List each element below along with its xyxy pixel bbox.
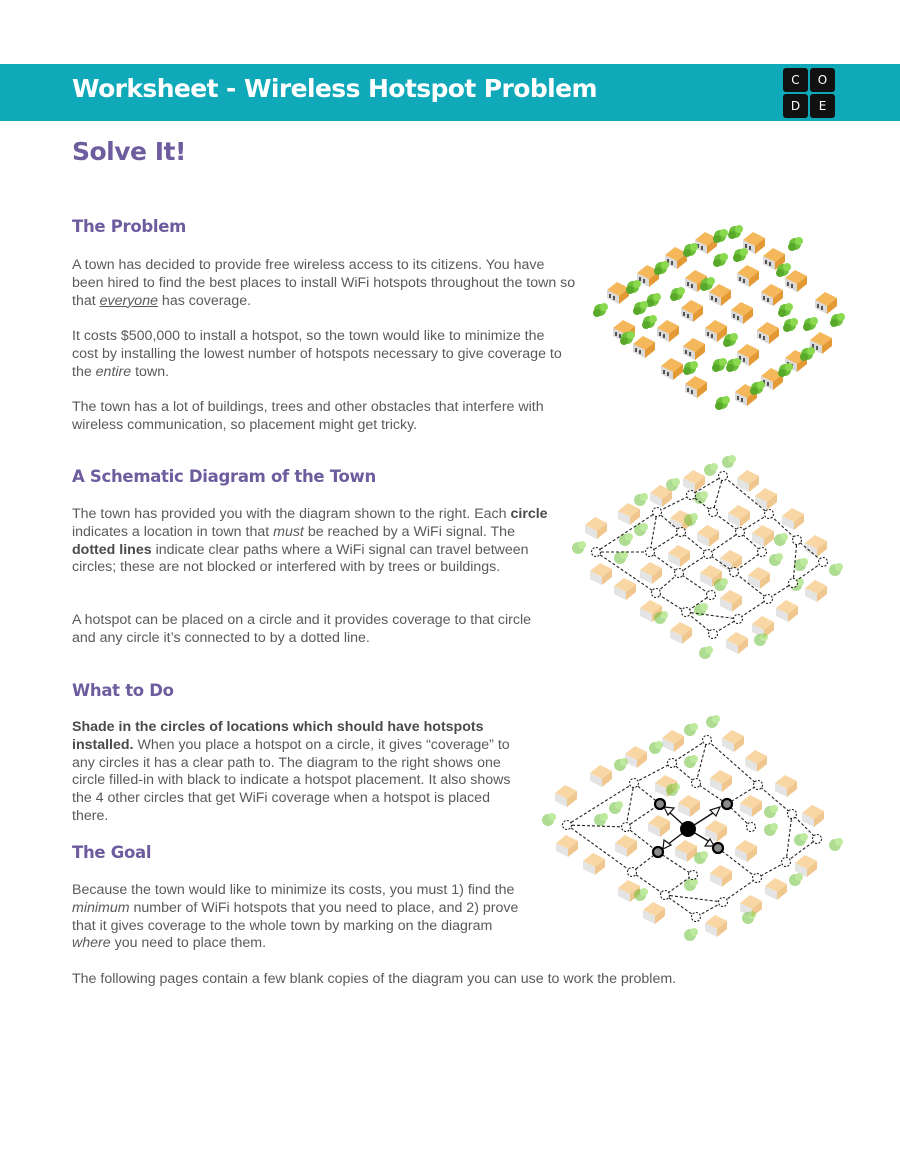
schematic-paragraph-1: The town has provided you with the diagram shown to the right. Each circle indicates a location in town that must be reached by a WiFi signal. The dotted lines indicate clear paths where a WiFi signal can travel between circles; these are not blocked or interfered with by trees or buildings.: [72, 506, 548, 576]
schematic-diagram: [560, 455, 850, 670]
logo-letter: E: [810, 94, 835, 118]
page-title: Solve It!: [72, 137, 186, 166]
what-to-do-paragraph: Shade in the circles of locations which should have hotspots installed. When you place a hotspot on a circle, it gives “coverage” to any circles it has a clear path to. The diagram to the right shows one circle filled-in with black to indicate a hotspot placement. It also shows the 4 other circles that get WiFi coverage when a hotspot is placed there.: [72, 719, 511, 824]
schematic-paragraph-2: A hotspot can be placed on a circle and it provides coverage to that circle and any circle it’s connected to by a dotted line.: [72, 612, 532, 646]
goal-paragraph-2: The following pages contain a few blank copies of the diagram you can use to work the problem.: [72, 971, 677, 987]
logo-letter: O: [810, 68, 835, 92]
section-heading-what-to-do: What to Do: [72, 681, 174, 700]
problem-paragraph-1: A town has decided to provide free wireless access to its citizens. You have been hired to find the best places to install WiFi hotspots throughout the town so that everyone has coverage.: [72, 257, 576, 309]
section-heading-goal: The Goal: [72, 843, 152, 862]
hotspot-example-diagram: [530, 715, 850, 955]
section-heading-problem: The Problem: [72, 217, 187, 236]
section-heading-schematic: A Schematic Diagram of the Town: [72, 467, 376, 486]
emphasis-everyone: everyone: [99, 292, 158, 309]
hotspot-node: [680, 821, 696, 837]
town-illustration: [585, 220, 850, 420]
worksheet-title: Worksheet - Wireless Hotspot Problem: [72, 74, 597, 103]
logo-letter: C: [783, 68, 808, 92]
code-org-logo: [783, 68, 837, 118]
problem-paragraph-2: It costs $500,000 to install a hotspot, so the town would like to minimize the cost by installing the lowest number of hotspots necessary to give coverage to the entire town.: [72, 328, 562, 380]
emphasis-entire: entire: [95, 363, 132, 380]
goal-paragraph-1: Because the town would like to minimize its costs, you must 1) find the minimum number of WiFi hotspots that you need to place, and 2) prove that it gives coverage to the whole town by marking on the diagram where you need to place them.: [72, 882, 519, 952]
logo-letter: D: [783, 94, 808, 118]
problem-paragraph-3: The town has a lot of buildings, trees and other obstacles that interfere with wireless communication, so placement might get tricky.: [72, 399, 544, 433]
